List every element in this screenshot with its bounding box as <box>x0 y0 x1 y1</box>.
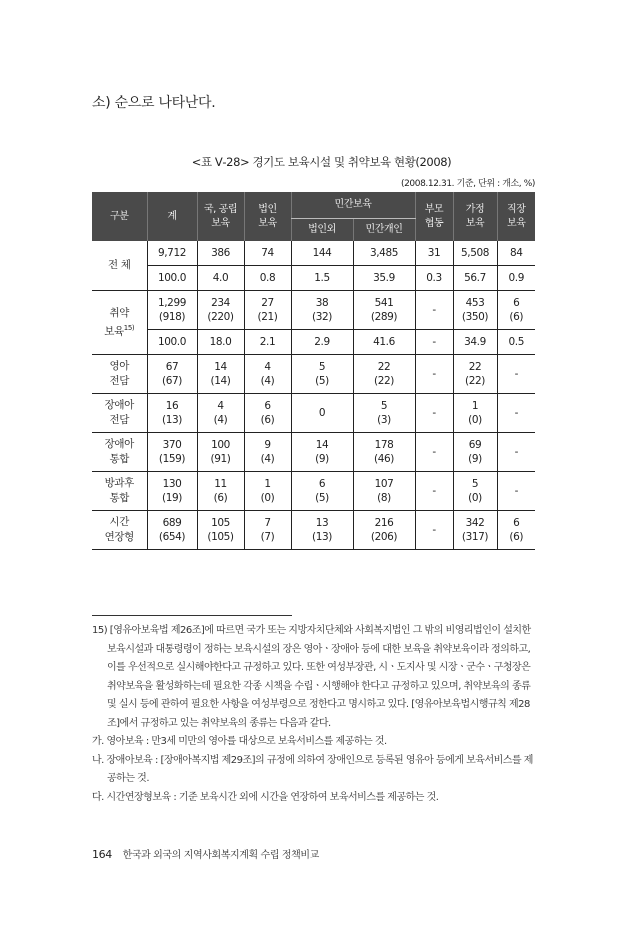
table-cell: 56.7 <box>453 266 497 291</box>
header-private-non-corp: 법인외 <box>291 219 353 242</box>
table-cell: 216 (206) <box>353 511 415 550</box>
table-cell: 6 (6) <box>497 511 535 550</box>
running-title: 한국과 외국의 지역사회복지계획 수립 정책비교 <box>122 850 319 861</box>
table-cell: 31 <box>415 241 453 266</box>
table-cell: 27 (21) <box>244 291 291 330</box>
table-cell: 14 (14) <box>197 355 244 394</box>
header-home: 가정 보육 <box>453 192 497 241</box>
table-row <box>92 511 535 550</box>
table-row <box>92 433 535 472</box>
footnote-item-ga: 가. 영아보육 : 만3세 미만의 영아를 대상으로 보육서비스를 제공하는 것. <box>92 736 387 747</box>
footnote-divider <box>92 615 292 616</box>
table-cell: 9 (4) <box>244 433 291 472</box>
intro-text: 소) 순으로 나타난다. <box>92 95 216 111</box>
row-label: 취약 보육$^{15)}$ <box>92 291 147 355</box>
table-cell: 0.8 <box>244 266 291 291</box>
table-cell: 178 (46) <box>353 433 415 472</box>
childcare-facilities-table <box>92 192 535 550</box>
table-unit-note: (2008.12.31. 기준, 단위 : 개소, %) <box>401 179 535 189</box>
header-private: 민간보육 <box>291 192 415 219</box>
page-footer <box>92 846 319 861</box>
table-cell: 0 <box>291 394 353 433</box>
table-caption: <표 Ⅴ-28> 경기도 보육시설 및 취약보육 현황(2008) <box>191 155 452 169</box>
row-label: 전 체 <box>92 241 147 291</box>
table-cell: 105 (105) <box>197 511 244 550</box>
table-cell: 100.0 <box>147 330 197 355</box>
table-cell: 0.5 <box>497 330 535 355</box>
table-cell: 689 (654) <box>147 511 197 550</box>
table-cell: 107 (8) <box>353 472 415 511</box>
footnote-item-na: 나. 장애아보육 : [장애아복지법 제29조]의 규정에 의하여 장애인으로 등록된 영유아 등에게 보육서비스를 제공하는 것. <box>92 754 533 784</box>
table-cell: 2.9 <box>291 330 353 355</box>
table-cell: - <box>497 433 535 472</box>
footnote-15: 15) [영유아보육법 제26조]에 따르면 국가 또는 지방자치단체와 사회복지법인 그 밖의 비영리법인이 설치한 보육시설과 대통령령이 정하는 보육시설의 장은 영아ㆍ장애아 등에 대한 보육을 취약보육이라 정의하고, 이를 우선적으로 실시해야한다고 규정하고 있다. 또한 여성부장관, 시ㆍ도지사 및 시장ㆍ군수ㆍ구청장은 취약보육을 활성화하는데 필요한 각종 시책을 수립ㆍ시행해야 한다고 규정하고 있으며, 취약보육의 종류 및 실시 등에 관하여 필요한 사항을 여성부령으로 정한다고 명시하고 있다. [영유아보육법시행규칙 제28조]에서 규정하고 있는 취약보육의 종류는 다음과 같다. <box>92 625 531 729</box>
table-cell: 5,508 <box>453 241 497 266</box>
header-category: 구분 <box>92 192 147 241</box>
table-cell: 100 (91) <box>197 433 244 472</box>
table-cell: - <box>497 394 535 433</box>
header-corporate: 법인 보육 <box>244 192 291 241</box>
table-row <box>92 266 535 291</box>
table-cell: 541 (289) <box>353 291 415 330</box>
table-cell: 5 (3) <box>353 394 415 433</box>
table-cell: 16 (13) <box>147 394 197 433</box>
table-cell: 130 (19) <box>147 472 197 511</box>
table-cell: 22 (22) <box>453 355 497 394</box>
table-cell: 6 (5) <box>291 472 353 511</box>
table-cell: 1,299 (918) <box>147 291 197 330</box>
table-cell: 9,712 <box>147 241 197 266</box>
table-cell: 74 <box>244 241 291 266</box>
table-cell: 1 (0) <box>244 472 291 511</box>
table-cell: - <box>415 330 453 355</box>
row-label: 방과후 통합 <box>92 472 147 511</box>
table-cell: 4 (4) <box>197 394 244 433</box>
table-cell: 5 (5) <box>291 355 353 394</box>
table-cell: 0.3 <box>415 266 453 291</box>
table-cell: 6 (6) <box>497 291 535 330</box>
header-total: 계 <box>147 192 197 241</box>
table-cell: 0.9 <box>497 266 535 291</box>
table-cell: 1 (0) <box>453 394 497 433</box>
page-number: 164 <box>92 848 112 861</box>
table-cell: - <box>415 511 453 550</box>
table-cell: 14 (9) <box>291 433 353 472</box>
table-cell: 234 (220) <box>197 291 244 330</box>
header-parent-coop: 부모 협동 <box>415 192 453 241</box>
table-row <box>92 330 535 355</box>
table-cell: - <box>415 355 453 394</box>
table-cell: - <box>415 394 453 433</box>
table-cell: 6 (6) <box>244 394 291 433</box>
table-cell: - <box>415 433 453 472</box>
table-cell: 7 (7) <box>244 511 291 550</box>
row-label: 장애아 전담 <box>92 394 147 433</box>
table-cell: 4.0 <box>197 266 244 291</box>
table-cell: 5 (0) <box>453 472 497 511</box>
table-cell: 41.6 <box>353 330 415 355</box>
header-public: 국, 공립 보육 <box>197 192 244 241</box>
table-cell: 453 (350) <box>453 291 497 330</box>
table-cell: 386 <box>197 241 244 266</box>
table-row <box>92 355 535 394</box>
table-cell: - <box>497 355 535 394</box>
table-cell: - <box>497 472 535 511</box>
row-label: 장애아 통합 <box>92 433 147 472</box>
row-label: 시간 연장형 <box>92 511 147 550</box>
table-cell: 3,485 <box>353 241 415 266</box>
table-cell: 67 (67) <box>147 355 197 394</box>
table-cell: 34.9 <box>453 330 497 355</box>
footnotes <box>92 622 542 807</box>
footnote-item-da: 다. 시간연장형보육 : 기준 보육시간 외에 시간을 연장하여 보육서비스를 제공하는 것. <box>92 791 439 803</box>
table-cell: 1.5 <box>291 266 353 291</box>
table-cell: 18.0 <box>197 330 244 355</box>
table-cell: 144 <box>291 241 353 266</box>
table-cell: 84 <box>497 241 535 266</box>
table-cell: 11 (6) <box>197 472 244 511</box>
table-cell: 69 (9) <box>453 433 497 472</box>
table-cell: 13 (13) <box>291 511 353 550</box>
table-cell: - <box>415 291 453 330</box>
table-cell: 2.1 <box>244 330 291 355</box>
table-cell: - <box>415 472 453 511</box>
table-cell: 4 (4) <box>244 355 291 394</box>
header-private-individual: 민간개인 <box>353 219 415 242</box>
row-label: 영아 전담 <box>92 355 147 394</box>
header-workplace: 직장 보육 <box>497 192 535 241</box>
table-cell: 35.9 <box>353 266 415 291</box>
table-cell: 38 (32) <box>291 291 353 330</box>
table-cell: 342 (317) <box>453 511 497 550</box>
table-row <box>92 291 535 330</box>
table-row <box>92 241 535 266</box>
table-cell: 370 (159) <box>147 433 197 472</box>
table-row <box>92 394 535 433</box>
table-row <box>92 472 535 511</box>
table-cell: 22 (22) <box>353 355 415 394</box>
table-cell: 100.0 <box>147 266 197 291</box>
